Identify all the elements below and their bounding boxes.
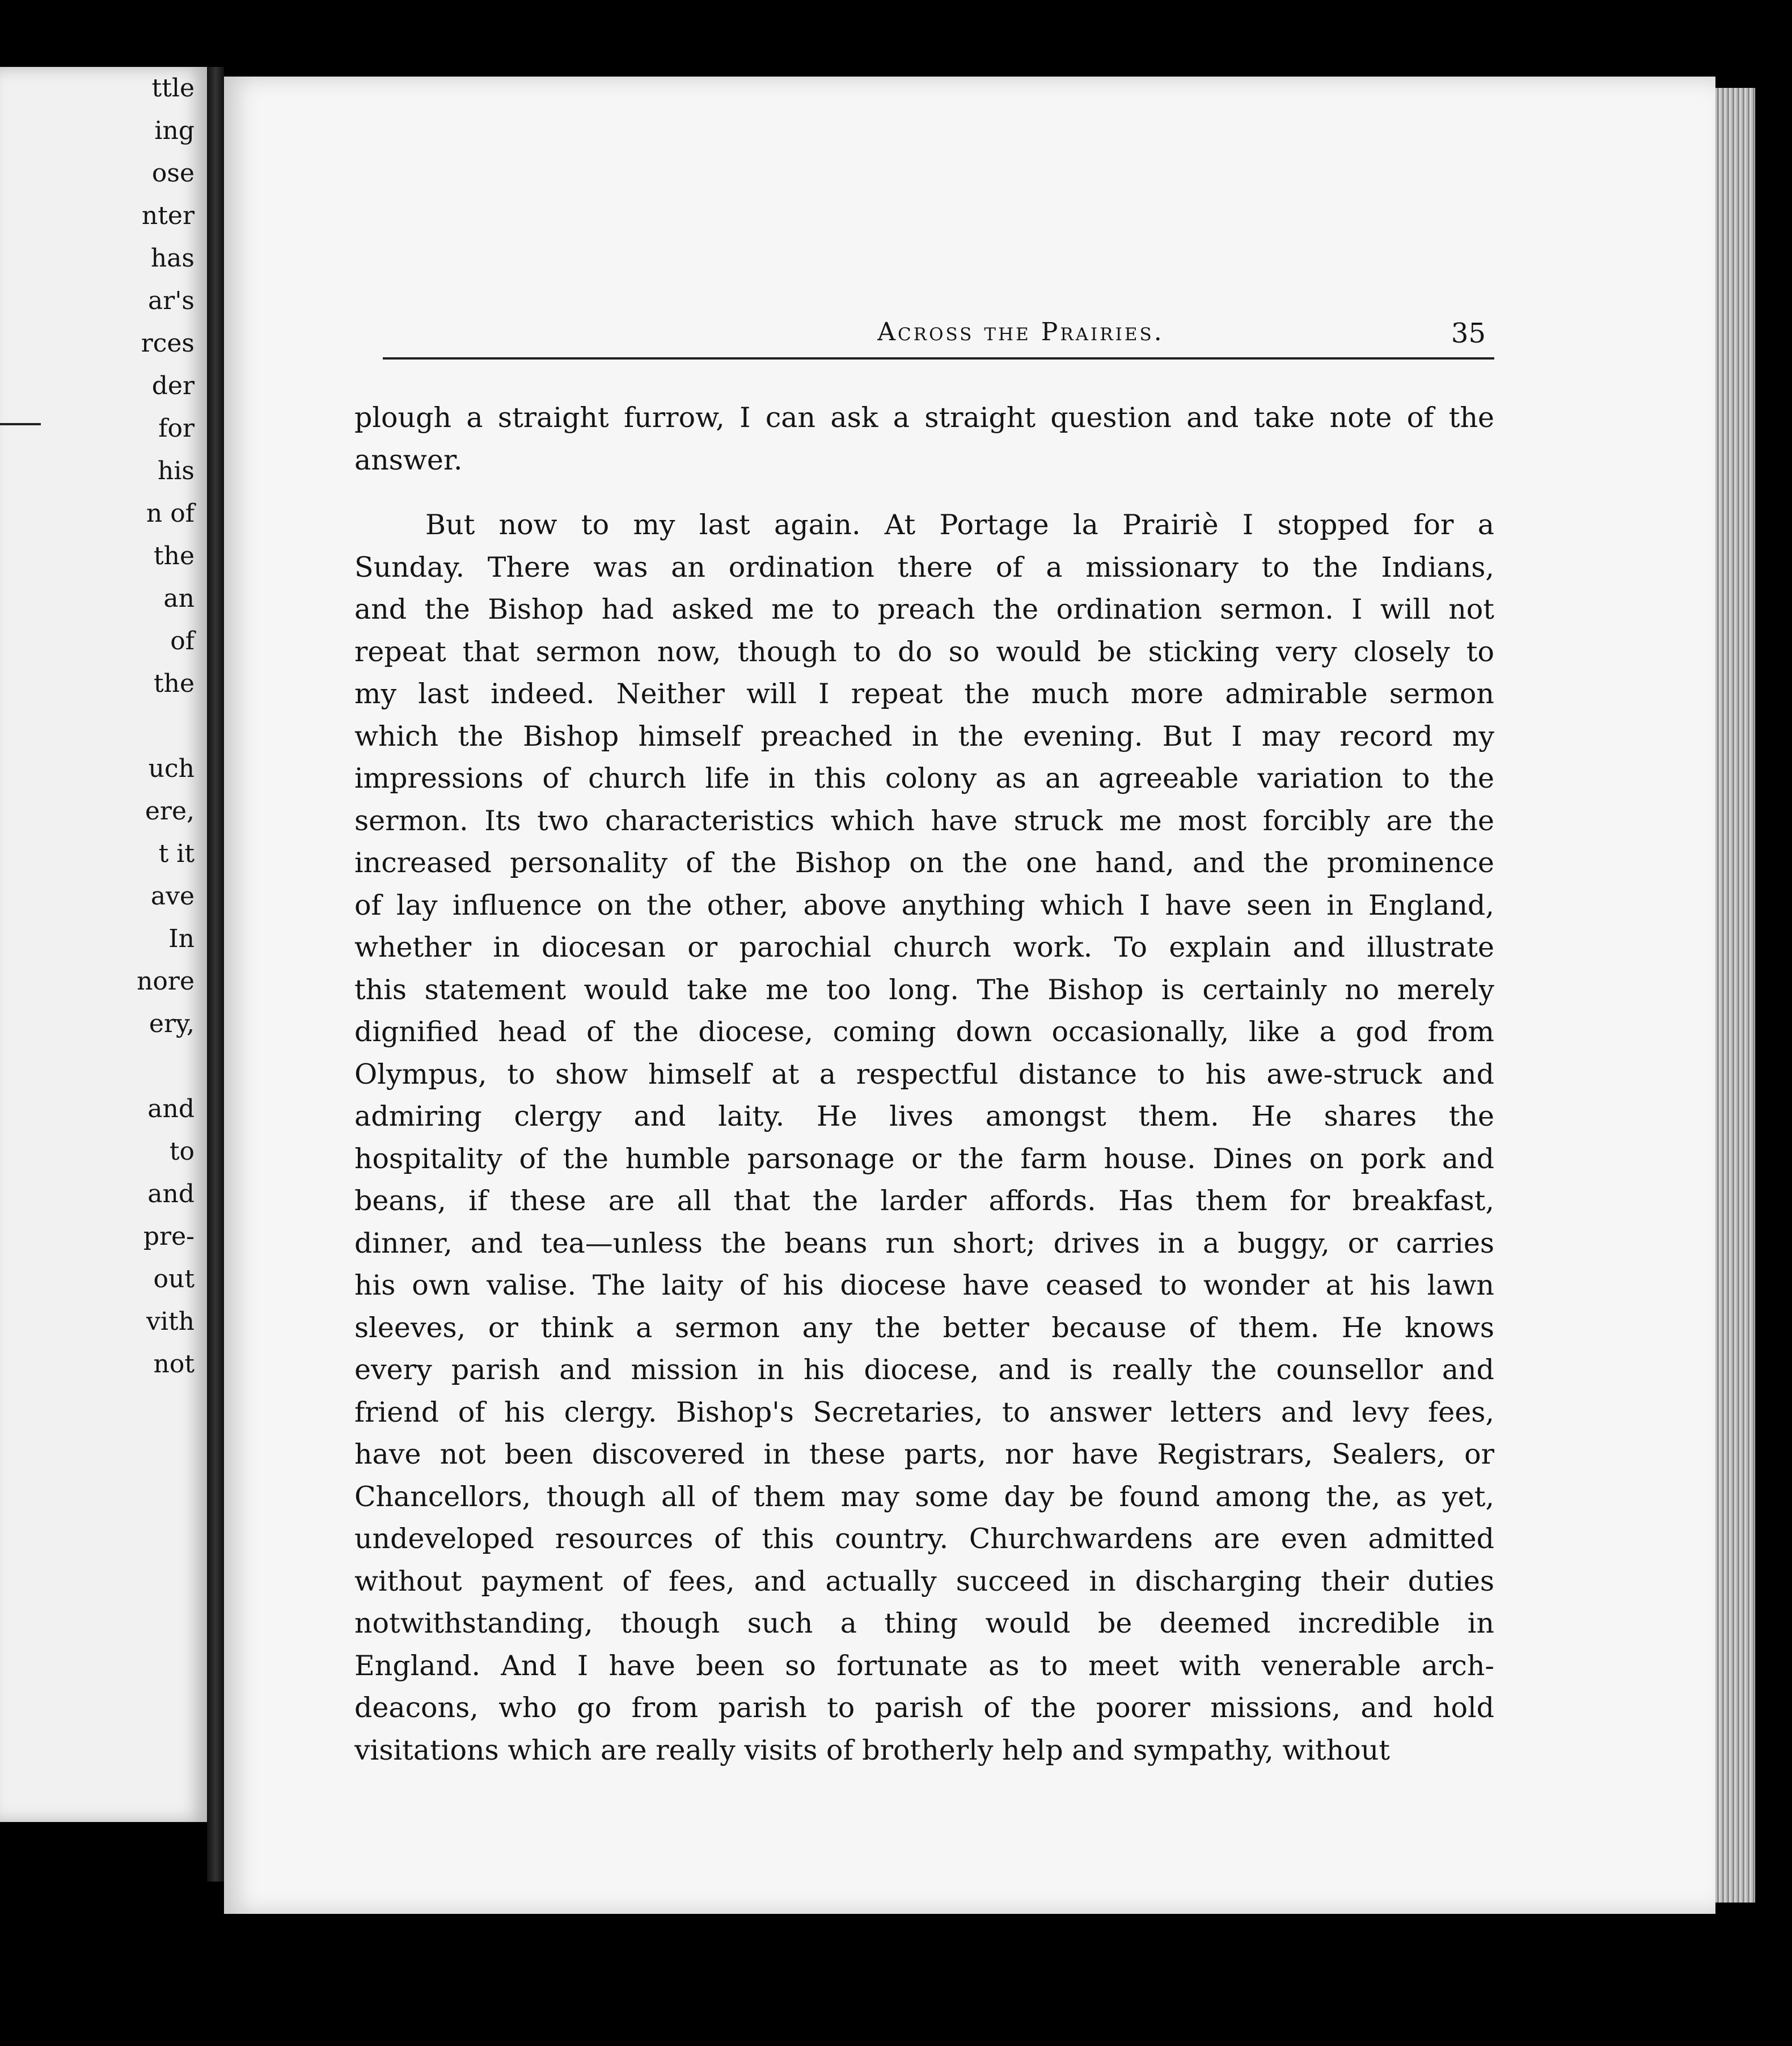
- previous-page-line-fragment: ery,: [149, 1009, 195, 1038]
- previous-page-line-fragment: ave: [150, 882, 195, 911]
- previous-page-line-fragment: ere,: [145, 797, 195, 826]
- text-line: Olympus, to show himself at a respectful distance to his awe-struck and: [354, 1058, 1494, 1090]
- previous-page-line-fragment: t it: [158, 839, 195, 868]
- text-line: whether in diocesan or parochial church work. To explain and illustrate: [354, 931, 1494, 963]
- text-line: repeat that sermon now, though to do so would be sticking very closely to: [354, 635, 1494, 668]
- text-line: this statement would take me too long. The Bishop is certainly no merely: [354, 973, 1494, 1006]
- text-line: Chancellors, though all of them may some day be found among the, as yet,: [354, 1480, 1494, 1513]
- previous-page-text-column: [137, 67, 195, 1385]
- text-line: which the Bishop himself preached in the evening. But I may record my: [354, 720, 1494, 753]
- previous-page-line-fragment: out: [153, 1265, 195, 1293]
- previous-page-line-fragment: ar's: [148, 286, 195, 315]
- previous-page-line-fragment: the: [153, 669, 195, 698]
- page-body-text: [354, 397, 1494, 1772]
- text-line: without payment of fees, and actually succeed in discharging their duties: [354, 1565, 1494, 1597]
- paragraph: [354, 504, 1494, 1772]
- text-line: undeveloped resources of this country. Churchwardens are even admitted: [354, 1523, 1494, 1555]
- previous-page-line-fragment: uch: [148, 754, 195, 783]
- previous-page-line-fragment: of: [170, 627, 195, 656]
- previous-page-line-fragment: to: [169, 1137, 195, 1166]
- text-line: of lay influence on the other, above anything which I have seen in England,: [354, 889, 1494, 921]
- text-line: Sunday. There was an ordination there of a missionary to the Indians,: [354, 551, 1494, 584]
- text-line: visitations which are really visits of brotherly help and sympathy, without: [354, 1734, 1391, 1766]
- running-title: Across the Prairies.: [877, 318, 1164, 346]
- previous-page-line-fragment: In: [168, 924, 195, 953]
- text-line: sleeves, or think a sermon any the better because of them. He knows: [354, 1311, 1494, 1344]
- previous-page-fragment: [0, 67, 207, 1822]
- text-line: dinner, and tea—unless the beans run short; drives in a buggy, or carries: [354, 1227, 1494, 1259]
- text-line: friend of his clergy. Bishop's Secretaries, to answer letters and levy fees,: [354, 1396, 1494, 1428]
- text-line: and the Bishop had asked me to preach the ordination sermon. I will not: [354, 593, 1494, 625]
- text-line: every parish and mission in his diocese, and is really the counsellor and: [354, 1354, 1494, 1386]
- previous-page-line-fragment: nore: [137, 967, 195, 996]
- previous-page-line-fragment: his: [158, 456, 195, 485]
- previous-page-line-fragment: der: [151, 371, 195, 400]
- text-line: sermon. Its two characteristics which have struck me most forcibly are the: [354, 804, 1494, 837]
- previous-page-line-fragment: and: [147, 1180, 195, 1208]
- previous-page-line-fragment: and: [147, 1094, 195, 1123]
- paragraph-gap: [354, 481, 1494, 504]
- previous-page-line-fragment: has: [150, 244, 195, 273]
- text-line: increased personality of the Bishop on the one hand, and the prominence: [354, 847, 1494, 879]
- text-line: plough a straight furrow, I can ask a straight question and take note of the: [354, 401, 1494, 434]
- text-line: answer.: [354, 443, 463, 476]
- text-line: impressions of church life in this colony as an agreeable variation to the: [354, 762, 1494, 794]
- previous-page-line-fragment: vith: [146, 1307, 195, 1336]
- text-line: notwithstanding, though such a thing would be deemed incredible in: [354, 1607, 1494, 1639]
- text-line: But now to my last again. At Portage la Prairiè I stopped for a: [425, 509, 1494, 541]
- previous-page-line-fragment: an: [163, 584, 195, 613]
- text-line: have not been discovered in these parts, nor have Registrars, Sealers, or: [354, 1438, 1494, 1470]
- page-edges: [1715, 88, 1755, 1903]
- previous-page-line-fragment: ing: [154, 116, 195, 145]
- previous-page-line-fragment: pre-: [143, 1222, 195, 1251]
- text-line: beans, if these are all that the larder affords. Has them for breakfast,: [354, 1185, 1494, 1217]
- previous-page-line-fragment: ttle: [151, 74, 195, 103]
- paragraph: [354, 397, 1494, 481]
- previous-page-line-fragment: [137, 705, 195, 747]
- text-line: his own valise. The laity of his diocese have ceased to wonder at his lawn: [354, 1269, 1494, 1301]
- previous-page-line-fragment: nter: [141, 201, 195, 230]
- previous-page-line-fragment: rces: [141, 329, 195, 358]
- text-line: admiring clergy and laity. He lives amongst them. He shares the: [354, 1100, 1494, 1132]
- text-line: deacons, who go from parish to parish of the poorer missions, and hold: [354, 1692, 1494, 1724]
- header-rule: [383, 357, 1494, 360]
- previous-page-line-fragment: not: [153, 1350, 195, 1379]
- text-line: dignified head of the diocese, coming down occasionally, like a god from: [354, 1016, 1494, 1048]
- text-line: my last indeed. Neither will I repeat the much more admirable sermon: [354, 678, 1494, 710]
- previous-page-line-fragment: for: [158, 414, 195, 443]
- text-line: hospitality of the humble parsonage or the farm house. Dines on pork and: [354, 1142, 1494, 1175]
- previous-page-header-rule: [0, 423, 41, 425]
- previous-page-line-fragment: ose: [151, 159, 195, 188]
- book-gutter: [207, 67, 224, 1882]
- previous-page-line-fragment: n of: [146, 499, 195, 528]
- previous-page-line-fragment: the: [153, 542, 195, 570]
- text-line: England. And I have been so fortunate as to meet with venerable arch-: [354, 1649, 1494, 1682]
- previous-page-line-fragment: [137, 1045, 195, 1088]
- page-number: 35: [1451, 318, 1486, 349]
